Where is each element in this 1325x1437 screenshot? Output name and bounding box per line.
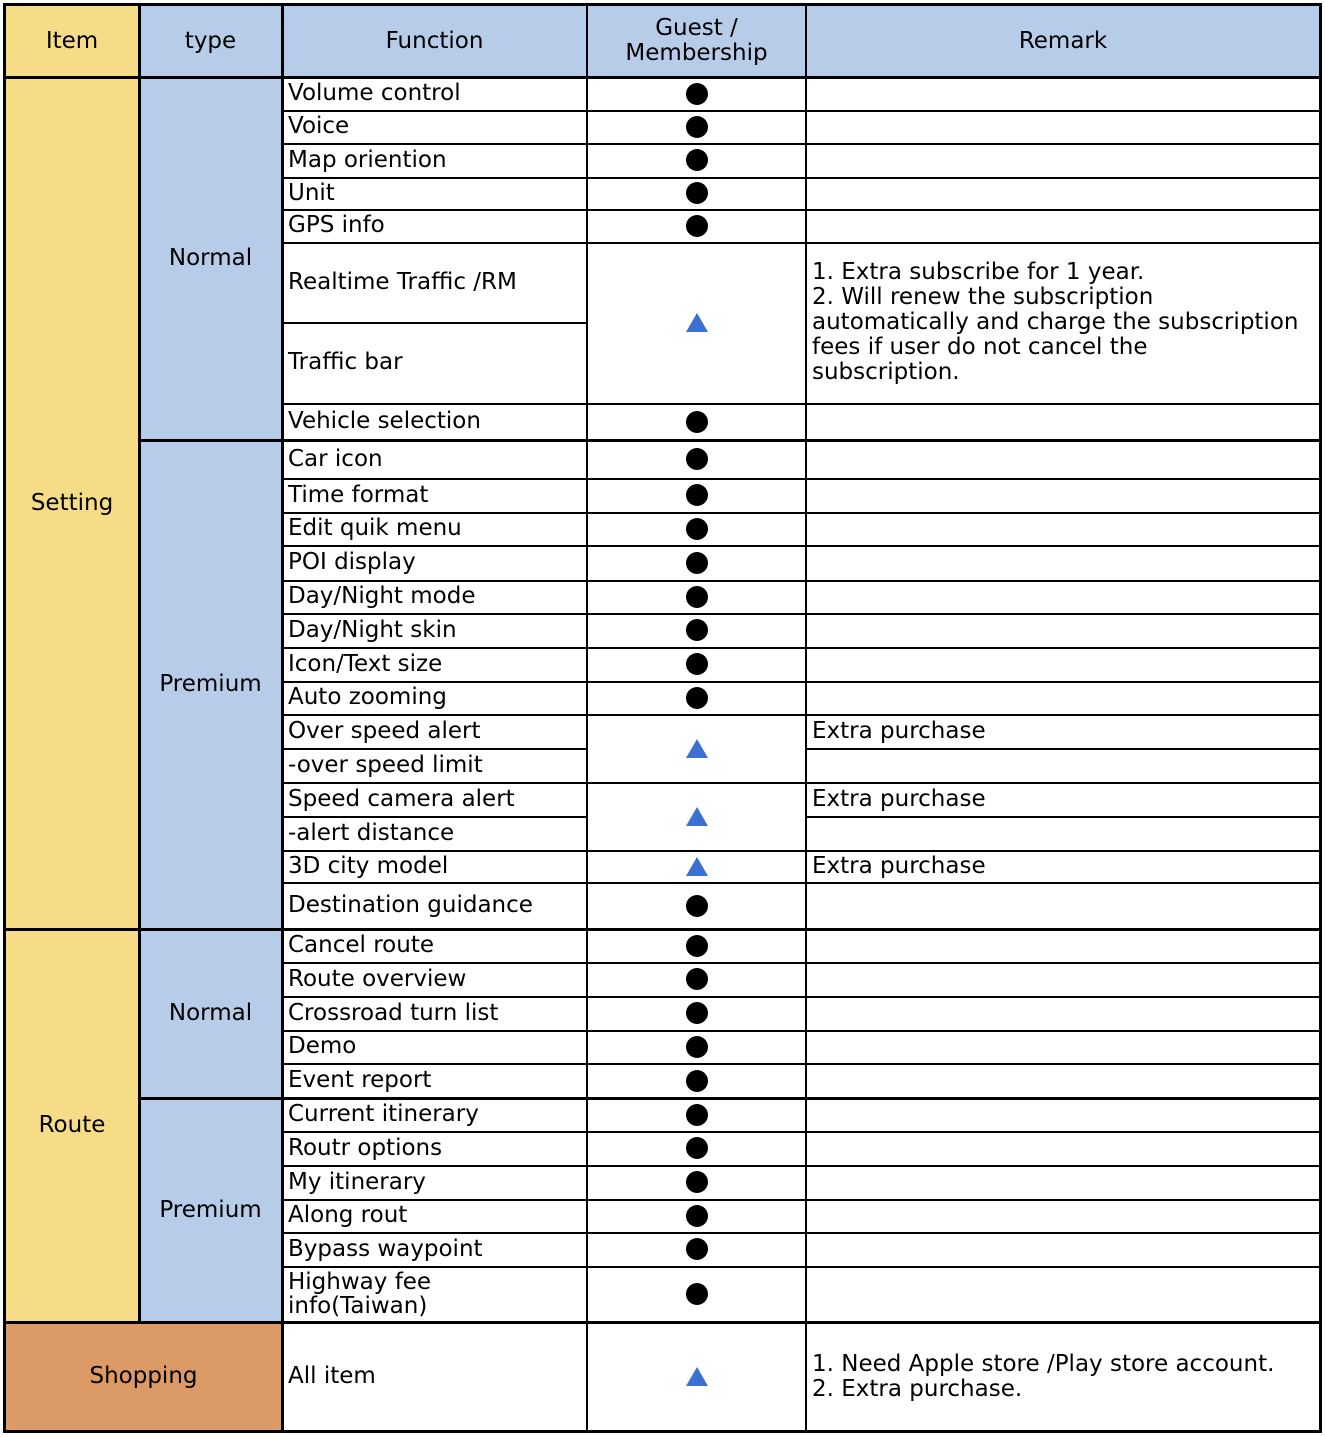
dot-icon (686, 687, 708, 709)
remark-cell (806, 962, 1320, 996)
function-cell (282, 177, 587, 209)
dot-icon (686, 448, 708, 470)
row-divider-function (282, 242, 587, 244)
function-cell-text: Speed camera alert (288, 785, 515, 812)
triangle-icon (686, 807, 708, 826)
item-cell-2-text: Shopping (89, 1363, 198, 1390)
type-cell-1-text: Premium (159, 671, 262, 698)
function-cell (282, 748, 587, 782)
item-cell-1 (5, 929, 139, 1322)
remark-cell-text: Extra purchase (812, 852, 986, 879)
membership-cell (587, 850, 806, 882)
row-divider-mark (587, 403, 806, 405)
row-divider-remark (806, 962, 1320, 964)
row-divider-mark (587, 110, 806, 112)
remark-cell-text: 1. Extra subscribe for 1 year. 2. Will renew the subscription automatically and charge the subscription fees if user do not cancel the subscription. (812, 259, 1299, 385)
type-cell-1 (139, 440, 282, 929)
row-divider-mark (587, 714, 806, 716)
function-cell (282, 322, 587, 403)
header-guest-membership-text: Guest / Membership (625, 15, 768, 66)
row-divider-function (282, 647, 587, 649)
row-divider-mark (587, 1131, 806, 1133)
row-divider-remark (806, 1131, 1320, 1133)
row-divider-function (282, 681, 587, 683)
row-divider-function (282, 143, 587, 145)
row-divider-mark (587, 478, 806, 480)
header-type (139, 5, 282, 77)
row-divider-remark (806, 177, 1320, 179)
row-divider-function (282, 478, 587, 480)
row-divider-remark (806, 613, 1320, 615)
remark-cell (806, 580, 1320, 613)
type-cell-0 (139, 77, 282, 440)
row-divider-remark (806, 1266, 1320, 1268)
header-divider (5, 76, 1320, 79)
row-divider-mark (587, 1199, 806, 1201)
function-cell-text: Bypass waypoint (288, 1235, 483, 1262)
outer-border-left (3, 3, 6, 1433)
remark-cell-text: Extra purchase (812, 717, 986, 744)
membership-cell (587, 681, 806, 714)
remark-cell (806, 850, 1320, 882)
triangle-icon (686, 1367, 708, 1386)
row-divider-remark (806, 512, 1320, 514)
membership-cell (587, 110, 806, 143)
dot-icon (686, 116, 708, 138)
membership-cell (587, 1165, 806, 1199)
function-cell-text: Demo (288, 1033, 357, 1060)
remark-cell (806, 996, 1320, 1030)
remark-cell (806, 1232, 1320, 1266)
row-divider-function (282, 782, 587, 784)
remark-cell (806, 242, 1320, 403)
row-divider-mark (587, 242, 806, 244)
dot-icon (686, 1137, 708, 1159)
item-cell-2 (5, 1322, 282, 1431)
remark-cell (806, 1165, 1320, 1199)
remark-cell (806, 647, 1320, 681)
dot-icon (686, 518, 708, 540)
membership-cell (587, 1030, 806, 1063)
function-cell (282, 882, 587, 929)
function-cell-text: All item (288, 1363, 376, 1390)
dot-icon (686, 1104, 708, 1126)
remark-cell (806, 1266, 1320, 1322)
row-divider-function (282, 714, 587, 716)
membership-cell (587, 1199, 806, 1232)
membership-cell (587, 1266, 806, 1322)
membership-cell (587, 1063, 806, 1098)
function-cell (282, 1030, 587, 1063)
function-cell-text: Over speed alert (288, 717, 481, 744)
row-divider-remark (806, 782, 1320, 784)
function-cell-text: Unit (288, 179, 335, 206)
type-divider (139, 439, 1320, 442)
membership-cell (587, 1232, 806, 1266)
membership-cell (587, 996, 806, 1030)
function-cell-text: Crossroad turn list (288, 999, 499, 1026)
row-divider-mark (587, 996, 806, 998)
type-cell-2-text: Normal (168, 1000, 253, 1027)
row-divider-remark (806, 996, 1320, 998)
row-divider-remark (806, 816, 1320, 818)
function-cell (282, 545, 587, 580)
function-cell-text: -alert distance (288, 819, 455, 846)
membership-cell (587, 177, 806, 209)
function-cell-text: Day/Night mode (288, 583, 476, 610)
dot-icon (686, 1171, 708, 1193)
row-divider-mark (587, 962, 806, 964)
membership-cell (587, 143, 806, 177)
function-cell (282, 1266, 587, 1322)
membership-cell (587, 1098, 806, 1131)
row-divider-function (282, 177, 587, 179)
row-divider-remark (806, 545, 1320, 547)
row-divider-mark (587, 209, 806, 211)
function-cell-text: Traffic bar (288, 349, 403, 376)
remark-cell (806, 714, 1320, 748)
function-cell (282, 647, 587, 681)
header-remark (806, 5, 1320, 77)
membership-cell (587, 580, 806, 613)
membership-cell (587, 512, 806, 545)
row-divider-mark (587, 1165, 806, 1167)
function-cell (282, 850, 587, 882)
remark-cell (806, 1030, 1320, 1063)
dot-icon (686, 149, 708, 171)
col-divider-mark (805, 5, 807, 1431)
function-cell (282, 1199, 587, 1232)
row-divider-remark (806, 242, 1320, 244)
dot-icon (686, 653, 708, 675)
remark-cell (806, 748, 1320, 782)
dot-icon (686, 895, 708, 917)
dot-icon (686, 552, 708, 574)
function-cell (282, 209, 587, 242)
function-cell-text: Current itinerary (288, 1101, 479, 1128)
function-cell-text: Along rout (288, 1202, 408, 1229)
function-cell-text: My itinerary (288, 1168, 426, 1195)
function-cell-text: 3D city model (288, 852, 449, 879)
row-divider-function (282, 209, 587, 211)
membership-cell (587, 647, 806, 681)
header-function (282, 5, 587, 77)
function-cell (282, 782, 587, 816)
membership-cell (587, 209, 806, 242)
group-divider (5, 928, 1320, 931)
row-divider-function (282, 1063, 587, 1065)
function-cell (282, 478, 587, 512)
row-divider-mark (587, 1266, 806, 1268)
function-cell (282, 580, 587, 613)
dot-icon (686, 411, 708, 433)
row-divider-function (282, 1232, 587, 1234)
dot-icon (686, 619, 708, 641)
dot-icon (686, 1002, 708, 1024)
row-divider-function (282, 1030, 587, 1032)
col-divider-function (586, 5, 588, 1431)
row-divider-remark (806, 580, 1320, 582)
remark-cell (806, 1199, 1320, 1232)
outer-border-bottom (3, 1430, 1322, 1433)
type-divider (139, 1097, 1320, 1100)
function-cell (282, 512, 587, 545)
remark-cell-text: 1. Need Apple store /Play store account. 2. Extra purchase. (812, 1350, 1275, 1402)
function-cell-text: Auto zooming (288, 684, 447, 711)
row-divider-function (282, 580, 587, 582)
remark-cell (806, 209, 1320, 242)
header-function-text: Function (385, 27, 484, 54)
function-cell-text: Event report (288, 1067, 432, 1094)
membership-cell (587, 962, 806, 996)
row-divider-mark (587, 1063, 806, 1065)
row-divider-remark (806, 1063, 1320, 1065)
row-divider-function (282, 545, 587, 547)
row-divider-function (282, 1165, 587, 1167)
function-cell-text: Time format (288, 481, 429, 508)
membership-cell (587, 714, 806, 782)
dot-icon (686, 586, 708, 608)
row-divider-mark (587, 681, 806, 683)
row-divider-remark (806, 1030, 1320, 1032)
dot-icon (686, 215, 708, 237)
remark-cell (806, 681, 1320, 714)
row-divider-remark (806, 143, 1320, 145)
row-divider-mark (587, 545, 806, 547)
col-divider-item (138, 5, 141, 1322)
header-remark-text: Remark (1018, 27, 1108, 54)
row-divider-remark (806, 882, 1320, 884)
triangle-icon (686, 857, 708, 876)
group-divider (5, 1321, 1320, 1324)
type-cell-3 (139, 1098, 282, 1322)
function-cell-text: Routr options (288, 1134, 443, 1161)
row-divider-function (282, 748, 587, 750)
row-divider-function (282, 403, 587, 405)
remark-cell (806, 110, 1320, 143)
type-cell-3-text: Premium (159, 1196, 262, 1223)
row-divider-function (282, 110, 587, 112)
dot-icon (686, 1205, 708, 1227)
function-cell-text: Car icon (288, 445, 383, 472)
dot-icon (686, 1036, 708, 1058)
row-divider-mark (587, 850, 806, 852)
item-cell-1-text: Route (38, 1112, 106, 1139)
function-cell-text: Vehicle selection (288, 408, 481, 435)
function-cell (282, 816, 587, 850)
function-cell (282, 681, 587, 714)
membership-cell (587, 882, 806, 929)
remark-cell (806, 77, 1320, 110)
dot-icon (686, 1283, 708, 1305)
row-divider-function (282, 850, 587, 852)
remark-cell (806, 1131, 1320, 1165)
membership-cell (587, 478, 806, 512)
header-item (5, 5, 139, 77)
function-cell-text: Day/Night skin (288, 616, 457, 643)
outer-border-right (1319, 3, 1322, 1433)
remark-cell-text: Extra purchase (812, 785, 986, 812)
row-divider-function (282, 1131, 587, 1133)
item-cell-0 (5, 77, 139, 929)
remark-cell (806, 1322, 1320, 1431)
function-cell (282, 714, 587, 748)
header-guest-membership (587, 5, 806, 77)
row-divider-mark (587, 143, 806, 145)
function-cell-text: Cancel route (288, 932, 434, 959)
dot-icon (686, 1070, 708, 1092)
type-cell-0-text: Normal (168, 245, 253, 272)
function-cell-text: Realtime Traffic /RM (288, 268, 517, 295)
membership-cell (587, 403, 806, 440)
function-cell (282, 613, 587, 647)
row-divider-mark (587, 1232, 806, 1234)
function-cell (282, 1063, 587, 1098)
remark-cell (806, 512, 1320, 545)
row-divider-function (282, 816, 587, 818)
function-cell (282, 1098, 587, 1131)
row-divider-function (282, 1199, 587, 1201)
dot-icon (686, 484, 708, 506)
remark-cell (806, 440, 1320, 478)
function-cell (282, 1165, 587, 1199)
remark-cell (806, 929, 1320, 962)
function-cell (282, 242, 587, 322)
remark-cell (806, 882, 1320, 929)
membership-cell (587, 1322, 806, 1431)
row-divider-remark (806, 748, 1320, 750)
outer-border-top (3, 3, 1322, 6)
row-divider-function (282, 613, 587, 615)
dot-icon (686, 83, 708, 105)
row-divider-function (282, 1266, 587, 1268)
row-divider-remark (806, 1199, 1320, 1201)
function-cell (282, 929, 587, 962)
remark-cell (806, 1098, 1320, 1131)
row-divider-remark (806, 209, 1320, 211)
row-divider-remark (806, 1232, 1320, 1234)
function-cell (282, 440, 587, 478)
row-divider-function (282, 882, 587, 884)
function-cell-text: Icon/Text size (288, 650, 443, 677)
triangle-icon (686, 739, 708, 758)
dot-icon (686, 182, 708, 204)
function-cell (282, 77, 587, 110)
function-cell (282, 1322, 587, 1431)
function-cell (282, 1131, 587, 1165)
function-cell (282, 1232, 587, 1266)
row-divider-mark (587, 512, 806, 514)
row-divider-mark (587, 882, 806, 884)
row-divider-function (282, 512, 587, 514)
row-divider-remark (806, 403, 1320, 405)
remark-cell (806, 1063, 1320, 1098)
function-cell (282, 996, 587, 1030)
remark-cell (806, 143, 1320, 177)
row-divider-mark (587, 782, 806, 784)
function-cell (282, 110, 587, 143)
function-cell-text: Volume control (288, 80, 461, 107)
function-cell (282, 403, 587, 440)
membership-cell (587, 1131, 806, 1165)
triangle-icon (686, 313, 708, 332)
function-cell (282, 143, 587, 177)
membership-cell (587, 77, 806, 110)
function-cell-text: Route overview (288, 965, 467, 992)
remark-cell (806, 613, 1320, 647)
row-divider-remark (806, 714, 1320, 716)
membership-cell (587, 782, 806, 850)
type-cell-2 (139, 929, 282, 1098)
function-cell-text: -over speed limit (288, 751, 483, 778)
membership-cell (587, 242, 806, 403)
row-divider-mark (587, 613, 806, 615)
function-cell-text: Destination guidance (288, 892, 533, 919)
remark-cell (806, 177, 1320, 209)
function-cell-text: Voice (288, 113, 350, 140)
function-cell-text: GPS info (288, 212, 385, 239)
row-divider-remark (806, 110, 1320, 112)
row-divider-remark (806, 478, 1320, 480)
function-cell-text: Highway fee info(Taiwan) (288, 1268, 432, 1319)
row-divider-mark (587, 177, 806, 179)
header-type-text: type (184, 27, 237, 54)
membership-cell (587, 440, 806, 478)
row-divider-remark (806, 647, 1320, 649)
col-divider-type (281, 5, 284, 1431)
row-divider-mark (587, 580, 806, 582)
row-divider-remark (806, 1165, 1320, 1167)
membership-cell (587, 929, 806, 962)
row-divider-function (282, 962, 587, 964)
function-cell-text: Map oriention (288, 146, 447, 173)
row-divider-mark (587, 647, 806, 649)
dot-icon (686, 1238, 708, 1260)
item-cell-0-text: Setting (30, 489, 114, 516)
function-cell-text: POI display (288, 549, 416, 576)
header-item-text: Item (45, 27, 99, 54)
function-cell-text: Edit quik menu (288, 515, 462, 542)
row-divider-mark (587, 1030, 806, 1032)
row-divider-function (282, 996, 587, 998)
row-divider-remark (806, 850, 1320, 852)
row-divider-function (282, 322, 587, 324)
remark-cell (806, 403, 1320, 440)
function-cell (282, 962, 587, 996)
remark-cell (806, 478, 1320, 512)
membership-cell (587, 545, 806, 580)
remark-cell (806, 782, 1320, 816)
dot-icon (686, 935, 708, 957)
remark-cell (806, 545, 1320, 580)
dot-icon (686, 968, 708, 990)
row-divider-remark (806, 681, 1320, 683)
membership-cell (587, 613, 806, 647)
remark-cell (806, 816, 1320, 850)
